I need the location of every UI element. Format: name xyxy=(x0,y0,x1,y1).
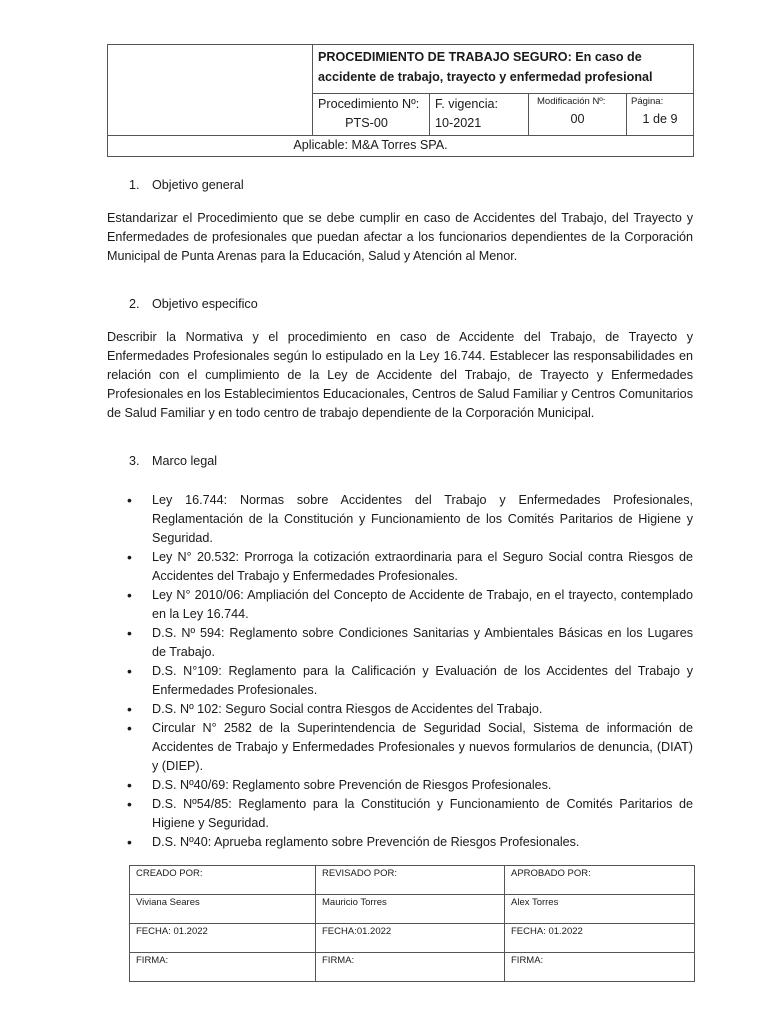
list-item: • Circular N° 2582 de la Superintendencia de Seguridad Social, Sistema de información de Accidentes de Trabajo y Enfermedades Profesionales y nuevos formularios de denuncia, (DIAT) y (DIEP). xyxy=(107,719,693,776)
reviewed-date: FECHA:01.2022 xyxy=(316,924,505,953)
list-item: • Ley N° 20.532: Prorroga la cotización extraordinaria para el Seguro Social contra Riesgos de Accidentes del Trabajo y Enfermedades Profesionales. xyxy=(107,548,693,586)
section-3-title: Marco legal xyxy=(152,454,218,468)
modification-label: Modificación Nº: xyxy=(537,96,606,107)
created-by-label: CREADO POR: xyxy=(130,866,316,895)
page-value: 1 de 9 xyxy=(642,112,678,126)
table-row xyxy=(130,924,695,953)
list-item: • D.S. Nº40: Aprueba reglamento sobre Prevención de Riesgos Profesionales. xyxy=(107,833,693,852)
applicable-text: Aplicable: M&A Torres SPA. xyxy=(108,136,694,157)
page-cell xyxy=(627,94,694,136)
list-item: • Ley 16.744: Normas sobre Accidentes del Trabajo y Enfermedades Profesionales, Reglamentación de la Constitución y Funcionamiento de los Comités Paritarios de Higiene y Seguridad. xyxy=(107,491,693,548)
validity-label: F. vigencia: xyxy=(435,97,498,111)
legal-framework-list xyxy=(107,491,693,852)
section-3-number: 3. xyxy=(129,454,140,468)
section-1-text: Estandarizar el Procedimiento que se debe cumplir en caso de Accidentes del Trabajo, del Trayecto y Enfermedades de profesionales que puedan afectar a los funcionarios dependientes de la Corporación Municipal de Punta Arenas para la Educación, Salud y Atención al Menor. xyxy=(107,211,693,263)
list-item: • D.S. Nº54/85: Reglamento para la Constitución y Funcionamiento de Comités Paritarios de Higiene y Seguridad. xyxy=(107,795,693,833)
document-body xyxy=(107,176,693,852)
section-2-heading xyxy=(107,295,693,314)
table-row xyxy=(130,953,695,982)
approved-by-label: APROBADO POR: xyxy=(505,866,695,895)
approval-table xyxy=(129,865,695,982)
list-item: • D.S. Nº 594: Reglamento sobre Condiciones Sanitarias y Ambientales Básicas en los Lugares de Trabajo. xyxy=(107,624,693,662)
section-2-text: Describir la Normativa y el procedimiento en caso de Accidente del Trabajo, de Trayecto y Enfermedades Profesionales según lo estipulado en la Ley 16.744. Establecer las responsabilidades en relación con el cumplimiento de la Ley de Accidente del Trabajo, de Trayecto y Enfermedades Profesionales en los Establecimientos Educacionales, Centros de Salud Familiar y Centros Comunitarios de Salud Familiar y en todo centro de trabajo dependiente de la Corporación Municipal. xyxy=(107,330,693,420)
list-item: • D.S. Nº 102: Seguro Social contra Riesgos de Accidentes del Trabajo. xyxy=(107,700,693,719)
reviewed-signature: FIRMA: xyxy=(316,953,505,982)
procedure-label: Procedimiento Nº: xyxy=(318,97,420,111)
approved-signature: FIRMA: xyxy=(505,953,695,982)
section-1-number: 1. xyxy=(129,178,140,192)
validity-value: 10-2021 xyxy=(435,116,482,130)
section-2-number: 2. xyxy=(129,297,140,311)
section-1-heading xyxy=(107,176,693,195)
section-2-title: Objetivo especifico xyxy=(152,297,258,311)
page-label: Página: xyxy=(631,96,664,107)
modification-cell xyxy=(529,94,627,136)
document-title: PROCEDIMIENTO DE TRABAJO SEGURO: En caso de accidente de trabajo, trayecto y enfermedad profesional xyxy=(313,45,694,94)
modification-value: 00 xyxy=(570,112,585,126)
procedure-value: PTS-00 xyxy=(345,116,388,130)
table-row xyxy=(130,866,695,895)
created-signature: FIRMA: xyxy=(130,953,316,982)
table-row xyxy=(130,895,695,924)
header-table xyxy=(107,44,694,157)
section-1-title: Objetivo general xyxy=(152,178,244,192)
list-item: • D.S. Nº40/69: Reglamento sobre Prevención de Riesgos Profesionales. xyxy=(107,776,693,795)
validity-cell xyxy=(430,94,529,136)
created-by-name: Viviana Seares xyxy=(130,895,316,924)
approved-date: FECHA: 01.2022 xyxy=(505,924,695,953)
created-date: FECHA: 01.2022 xyxy=(130,924,316,953)
logo-cell xyxy=(108,45,313,136)
list-item: • D.S. N°109: Reglamento para la Calificación y Evaluación de los Accidentes del Trabajo y Enfermedades Profesionales. xyxy=(107,662,693,700)
procedure-cell xyxy=(313,94,430,136)
list-item: • Ley N° 2010/06: Ampliación del Concepto de Accidente de Trabajo, en el trayecto, contemplado en la Ley 16.744. xyxy=(107,586,693,624)
reviewed-by-name: Mauricio Torres xyxy=(316,895,505,924)
reviewed-by-label: REVISADO POR: xyxy=(316,866,505,895)
approved-by-name: Alex Torres xyxy=(505,895,695,924)
section-3-heading xyxy=(107,452,693,471)
